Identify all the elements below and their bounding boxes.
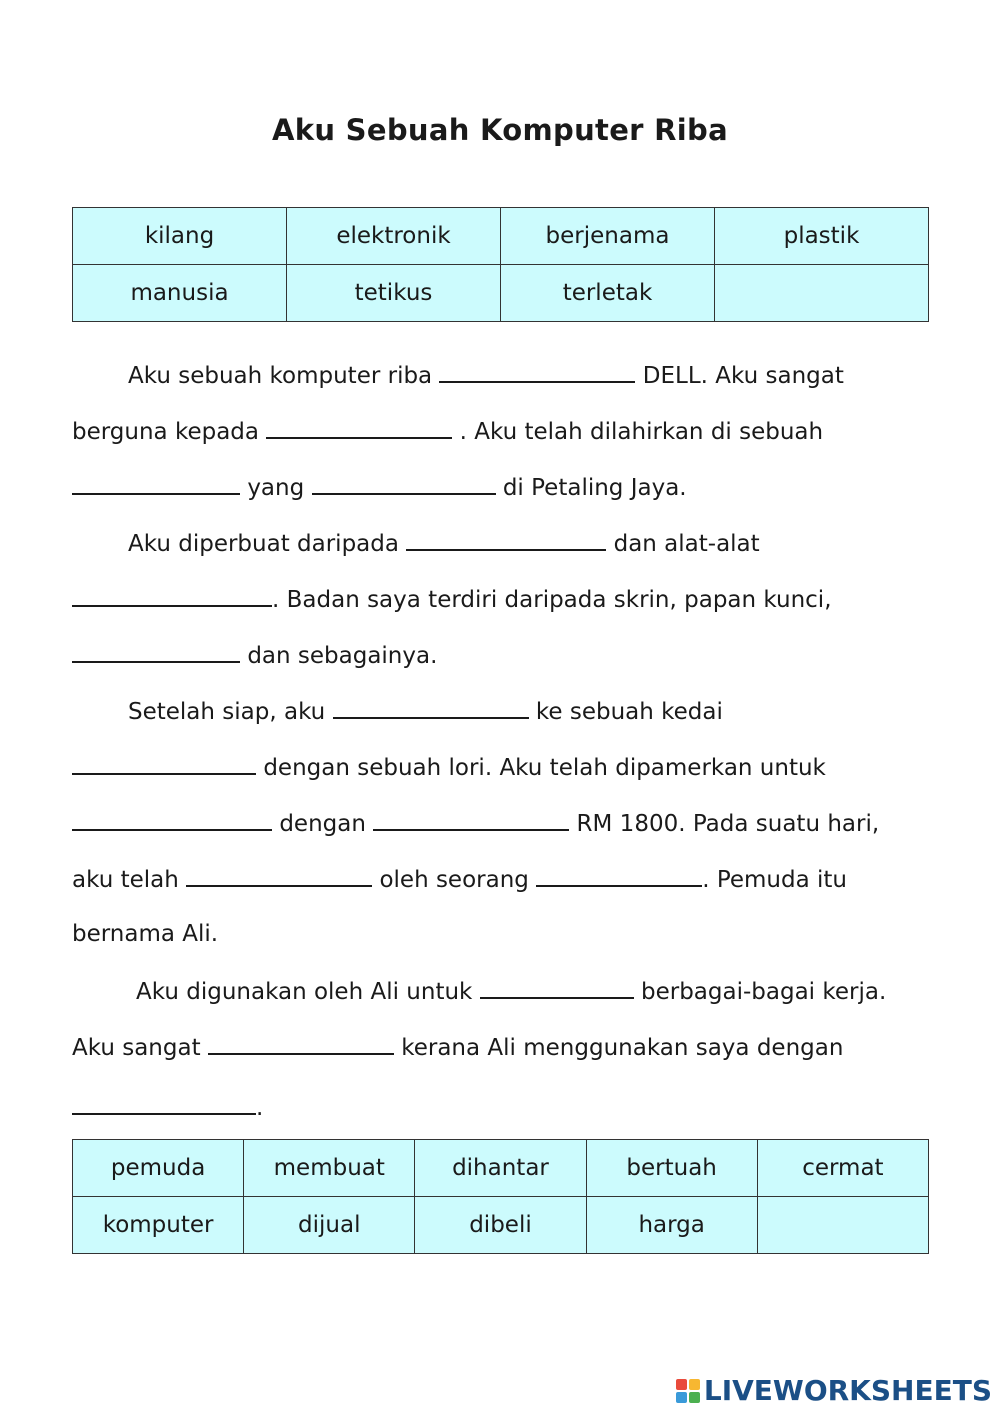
word-bank-row bbox=[73, 208, 929, 265]
word-bank-cell[interactable]: dibeli bbox=[415, 1197, 586, 1254]
passage-text: dan alat-alat bbox=[613, 531, 760, 557]
word-bank-top bbox=[72, 207, 929, 322]
passage-line-2 bbox=[72, 415, 823, 447]
word-bank-cell[interactable]: terletak bbox=[501, 265, 715, 322]
word-bank-cell[interactable]: dijual bbox=[244, 1197, 415, 1254]
passage-text: RM 1800. Pada suatu hari, bbox=[576, 811, 880, 837]
passage-text: DELL. Aku sangat bbox=[642, 363, 844, 389]
passage-text: Setelah siap, aku bbox=[128, 699, 326, 725]
passage-line-6 bbox=[72, 639, 437, 671]
word-bank-cell[interactable]: harga bbox=[586, 1197, 757, 1254]
passage-text: dan sebagainya. bbox=[247, 643, 438, 669]
passage-line-5 bbox=[72, 583, 832, 615]
logo-square-icon bbox=[676, 1392, 687, 1403]
word-bank-row bbox=[73, 1197, 929, 1254]
passage-text: dengan sebuah lori. Aku telah dipamerkan untuk bbox=[263, 755, 826, 781]
answer-blank[interactable] bbox=[72, 639, 240, 663]
passage-text: berbagai-bagai kerja. bbox=[641, 979, 887, 1005]
logo-text: LIVEWORKSHEETS bbox=[703, 1374, 992, 1407]
passage-text: aku telah bbox=[72, 867, 179, 893]
answer-blank[interactable] bbox=[72, 807, 272, 831]
passage-text: berguna kepada bbox=[72, 419, 259, 445]
answer-blank[interactable] bbox=[186, 863, 372, 887]
answer-blank[interactable] bbox=[373, 807, 569, 831]
passage-text: Aku sebuah komputer riba bbox=[128, 363, 433, 389]
word-bank-cell[interactable]: membuat bbox=[244, 1140, 415, 1197]
word-bank-cell[interactable]: plastik bbox=[715, 208, 929, 265]
passage-line-1 bbox=[128, 359, 844, 391]
passage-line-4 bbox=[128, 527, 760, 559]
passage-text: Aku diperbuat daripada bbox=[128, 531, 399, 557]
answer-blank[interactable] bbox=[266, 415, 452, 439]
passage-line-13 bbox=[72, 1031, 843, 1063]
passage-text: . Pemuda itu bbox=[702, 867, 847, 893]
passage-text: . Aku telah dilahirkan di sebuah bbox=[459, 419, 824, 445]
word-bank-cell[interactable]: dihantar bbox=[415, 1140, 586, 1197]
word-bank-cell[interactable]: elektronik bbox=[287, 208, 501, 265]
worksheet-title: Aku Sebuah Komputer Riba bbox=[272, 113, 728, 147]
passage-text: bernama Ali. bbox=[72, 921, 219, 947]
answer-blank[interactable] bbox=[72, 471, 240, 495]
word-bank-cell[interactable]: komputer bbox=[73, 1197, 244, 1254]
passage-text: ke sebuah kedai bbox=[535, 699, 723, 725]
answer-blank[interactable] bbox=[439, 359, 635, 383]
passage-line-8 bbox=[72, 751, 826, 783]
word-bank-cell-empty bbox=[715, 265, 929, 322]
logo-square-icon bbox=[689, 1379, 700, 1390]
passage-line-3 bbox=[72, 471, 687, 503]
word-bank-cell[interactable]: manusia bbox=[73, 265, 287, 322]
answer-blank[interactable] bbox=[480, 975, 634, 999]
word-bank-cell[interactable]: tetikus bbox=[287, 265, 501, 322]
answer-blank[interactable] bbox=[72, 583, 272, 607]
answer-blank[interactable] bbox=[208, 1031, 394, 1055]
logo-square-icon bbox=[689, 1392, 700, 1403]
passage-line-11 bbox=[72, 919, 218, 949]
word-bank-cell[interactable]: cermat bbox=[757, 1140, 928, 1197]
answer-blank[interactable] bbox=[312, 471, 496, 495]
passage-line-9 bbox=[72, 807, 879, 839]
logo-grid-icon bbox=[676, 1379, 700, 1403]
answer-blank[interactable] bbox=[406, 527, 606, 551]
answer-blank[interactable] bbox=[333, 695, 529, 719]
answer-blank[interactable] bbox=[72, 751, 256, 775]
word-bank-cell[interactable]: pemuda bbox=[73, 1140, 244, 1197]
word-bank-bottom bbox=[72, 1139, 929, 1254]
passage-line-12 bbox=[136, 975, 886, 1007]
word-bank-row bbox=[73, 1140, 929, 1197]
passage-text: . bbox=[256, 1095, 264, 1121]
passage-text: dengan bbox=[279, 811, 366, 837]
passage-line-10 bbox=[72, 863, 847, 895]
answer-blank[interactable] bbox=[72, 1091, 256, 1115]
passage-text: di Petaling Jaya. bbox=[502, 475, 687, 501]
answer-blank[interactable] bbox=[536, 863, 702, 887]
word-bank-cell[interactable]: bertuah bbox=[586, 1140, 757, 1197]
passage-line-7 bbox=[128, 695, 723, 727]
passage-text: yang bbox=[247, 475, 305, 501]
logo-square-icon bbox=[676, 1379, 687, 1390]
liveworksheets-logo bbox=[676, 1374, 992, 1407]
passage-text: Aku digunakan oleh Ali untuk bbox=[136, 979, 473, 1005]
word-bank-cell[interactable]: berjenama bbox=[501, 208, 715, 265]
word-bank-cell[interactable]: kilang bbox=[73, 208, 287, 265]
passage-line-14 bbox=[72, 1091, 263, 1123]
passage-text: kerana Ali menggunakan saya dengan bbox=[401, 1035, 844, 1061]
passage-text: Aku sangat bbox=[72, 1035, 201, 1061]
word-bank-cell-empty bbox=[757, 1197, 928, 1254]
word-bank-row bbox=[73, 265, 929, 322]
passage-text: oleh seorang bbox=[379, 867, 529, 893]
passage-text: . Badan saya terdiri daripada skrin, papan kunci, bbox=[272, 587, 832, 613]
